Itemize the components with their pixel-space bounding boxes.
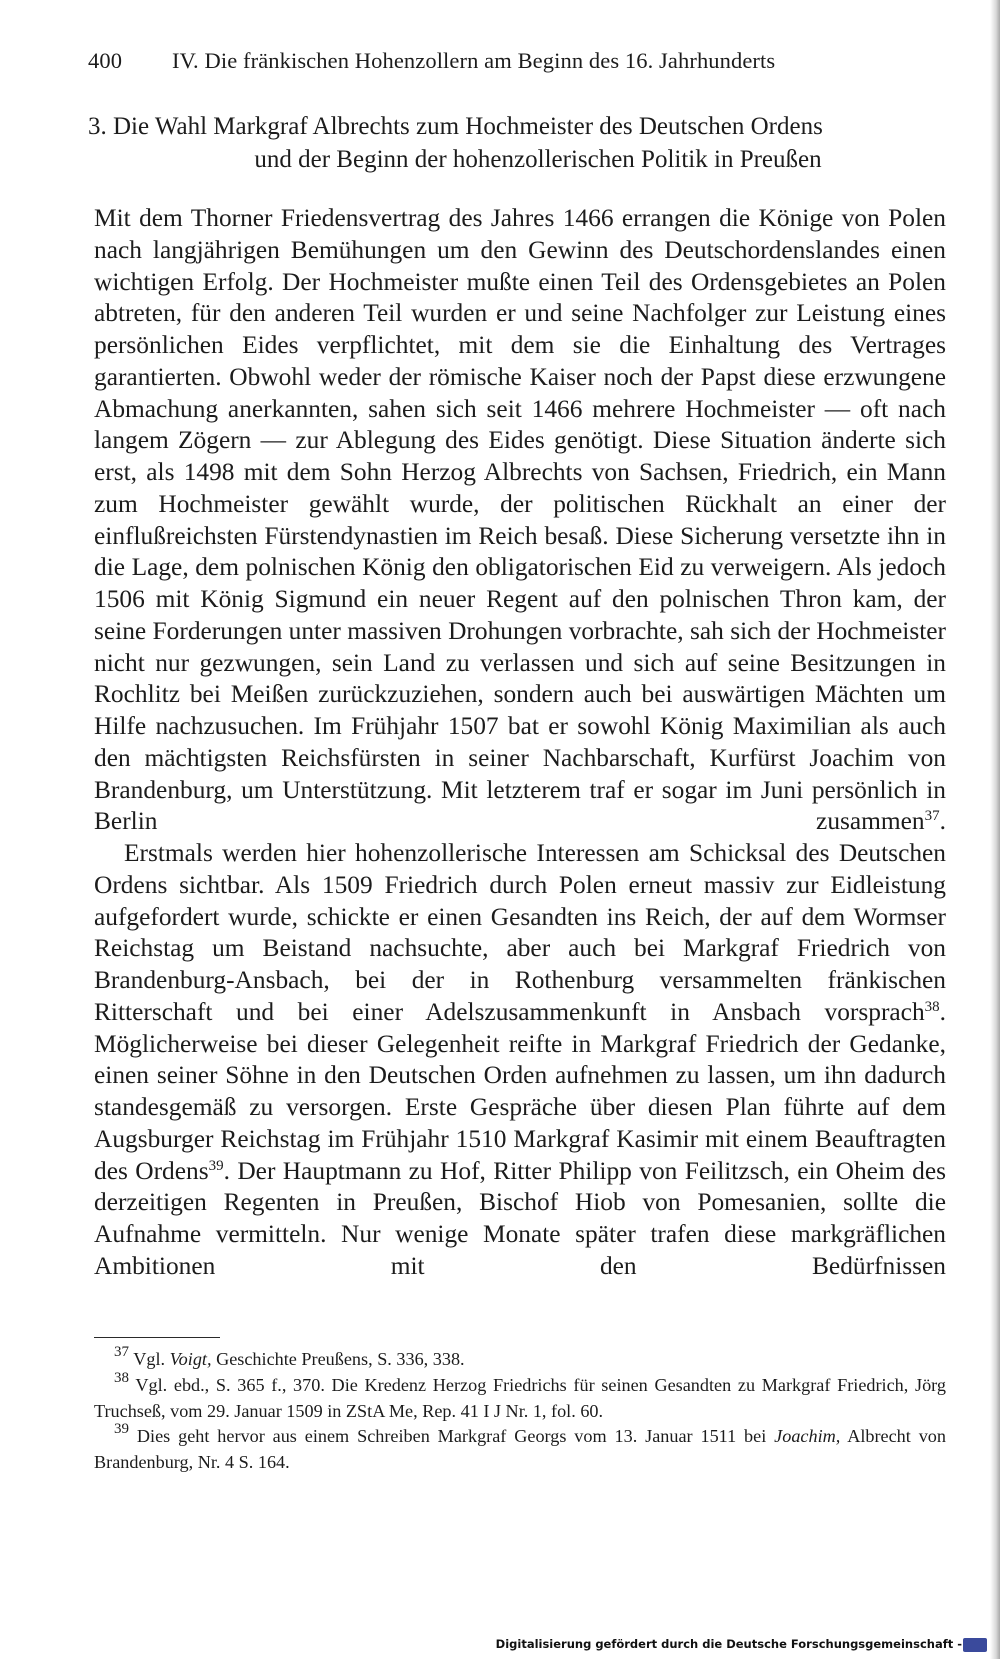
running-head-title: IV. Die fränkischen Hohenzollern am Beginn des 16. Jahrhunderts: [172, 48, 776, 73]
footnote-author: Voigt,: [169, 1349, 212, 1369]
footnote-37: [94, 1344, 946, 1373]
paragraph-2-text-a: Erstmals werden hier hohenzollerische Interessen am Schicksal des Deutschen Ordens sichtbar. Als 1509 Friedrich durch Polen erneut massiv zur Eidleistung aufgefordert wurde, schickte er einen Gesandten ins Reich, der auf dem Wormser Reichstag um Beistand nachsuchte, aber auch bei Markgraf Friedrich von Brandenburg-Ansbach, bei der in Rothenburg versammelten fränkischen Ritterschaft und bei einer Adelszusammenkunft in Ansbach vorsprach: [94, 839, 946, 1026]
footnote-text: Vgl.: [133, 1349, 170, 1369]
running-head: [88, 48, 948, 74]
paragraph-1: [94, 203, 946, 838]
footnote-number: 38: [114, 1369, 129, 1386]
dfg-logo-icon: [963, 1638, 987, 1652]
digitization-credit: Digitalisierung gefördert durch die Deutsche Forschungsgemeinschaft -: [495, 1637, 962, 1651]
page-number: 400: [88, 48, 123, 73]
footnote-text: Vgl. ebd., S. 365 f., 370. Die Kredenz Herzog Friedrichs für seinen Gesandten zu Markgraf Friedrich, Jörg Truchseß, vom 29. Januar 1509 in ZStA Me, Rep. 41 I J Nr. 1, fol. 60.: [94, 1374, 946, 1421]
page-spine-shadow: [990, 0, 1000, 1659]
chapter-heading-line-2: und der Beginn der hohenzollerischen Politik in Preußen: [254, 146, 822, 173]
footnote-38: [94, 1369, 946, 1425]
footnote-divider: [94, 1337, 220, 1338]
footnote-number: 39: [114, 1421, 129, 1438]
footnotes: [94, 1344, 946, 1476]
footnote-ref-37[interactable]: 37: [924, 808, 940, 825]
paragraph-2-text-b: . Möglicherweise bei dieser Gelegenheit reifte in Markgraf Friedrich der Gedanke, einen seiner Söhne in den Deutschen Orden aufnehmen zu lassen, um ihn dadurch standesgemäß zu versorgen. Erste Gespräche über diesen Plan führte auf dem Augsburger Reichstag im Frühjahr 1510 Markgraf Kasimir mit einem Beauftragten des Ordens: [94, 997, 946, 1185]
body-text: [94, 203, 946, 1283]
footnote-ref-39[interactable]: 39: [208, 1157, 224, 1174]
footnote-39: [94, 1421, 946, 1476]
paragraph-1-tail: .: [939, 807, 946, 836]
chapter-heading: [88, 110, 948, 176]
footnote-ref-38[interactable]: 38: [924, 998, 940, 1015]
footnote-text-rest: Geschichte Preußens, S. 336, 338.: [211, 1349, 465, 1369]
footnote-text-rest: Albrecht von Brandenburg, Nr. 4 S. 164.: [94, 1426, 946, 1473]
paragraph-2: [94, 838, 946, 1283]
chapter-heading-line-1: 3. Die Wahl Markgraf Albrechts zum Hochmeister des Deutschen Ordens: [88, 113, 823, 140]
footnote-author: Joachim,: [774, 1426, 841, 1447]
paragraph-2-text-c: . Der Hauptmann zu Hof, Ritter Philipp von Feilitzsch, ein Oheim des derzeitigen Regenten in Preußen, Bischof Hiob von Pomesanien, sollte die Aufnahme vermitteln. Nur wenige Monate später trafen diese markgräflichen Ambitionen mit den Bedürfnissen: [94, 1156, 946, 1280]
paragraph-1-text: Mit dem Thorner Friedensvertrag des Jahres 1466 errangen die Könige von Polen nach langjährigen Bemühungen um den Gewinn des Deutschordenslandes einen wichtigen Erfolg. Der Hochmeister mußte einen Teil des Ordensgebietes an Polen abtreten, für den anderen Teil wurden er und seine Nachfolger zur Leistung eines persönlichen Eides verpflichtet, mit dem sie die Einhaltung des Vertrages garantierten. Obwohl weder der römische Kaiser noch der Papst diese erzwungene Abmachung anerkannten, sahen sich seit 1466 mehrere Hochmeister — oft nach langem Zögern — zur Ablegung des Eides genötigt. Diese Situation änderte sich erst, als 1498 mit dem Sohn Herzog Albrechts von Sachsen, Friedrich, ein Mann zum Hochmeister gewählt wurde, der politischen Rückhalt an einer der einflußreichsten Fürstendynastien im Reich besaß. Diese Sicherung versetzte ihn in die Lage, dem polnischen König den obligatorischen Eid zu verweigern. Als jedoch 1506 mit König Sigmund ein neuer Regent auf den polnischen Thron kam, der seine Forderungen unter massiven Drohungen vorbrachte, sah sich der Hochmeister nicht nur gezwungen, sein Land zu verlassen und sich auf seine Besitzungen in Rochlitz bei Meißen zurückzuziehen, sondern auch bei auswärtigen Mächten um Hilfe nachzusuchen. Im Frühjahr 1507 bat er sowohl König Maximilian als auch den mächtigsten Reichsfürsten in seiner Nachbarschaft, Kurfürst Joachim von Brandenburg, um Unterstützung. Mit letzterem traf er sogar im Juni persönlich in Berlin zusammen: [94, 204, 946, 836]
footnote-number: 37: [114, 1344, 129, 1360]
footnote-text: Dies geht hervor aus einem Schreiben Markgraf Georgs vom 13. Januar 1511 bei: [136, 1426, 775, 1447]
